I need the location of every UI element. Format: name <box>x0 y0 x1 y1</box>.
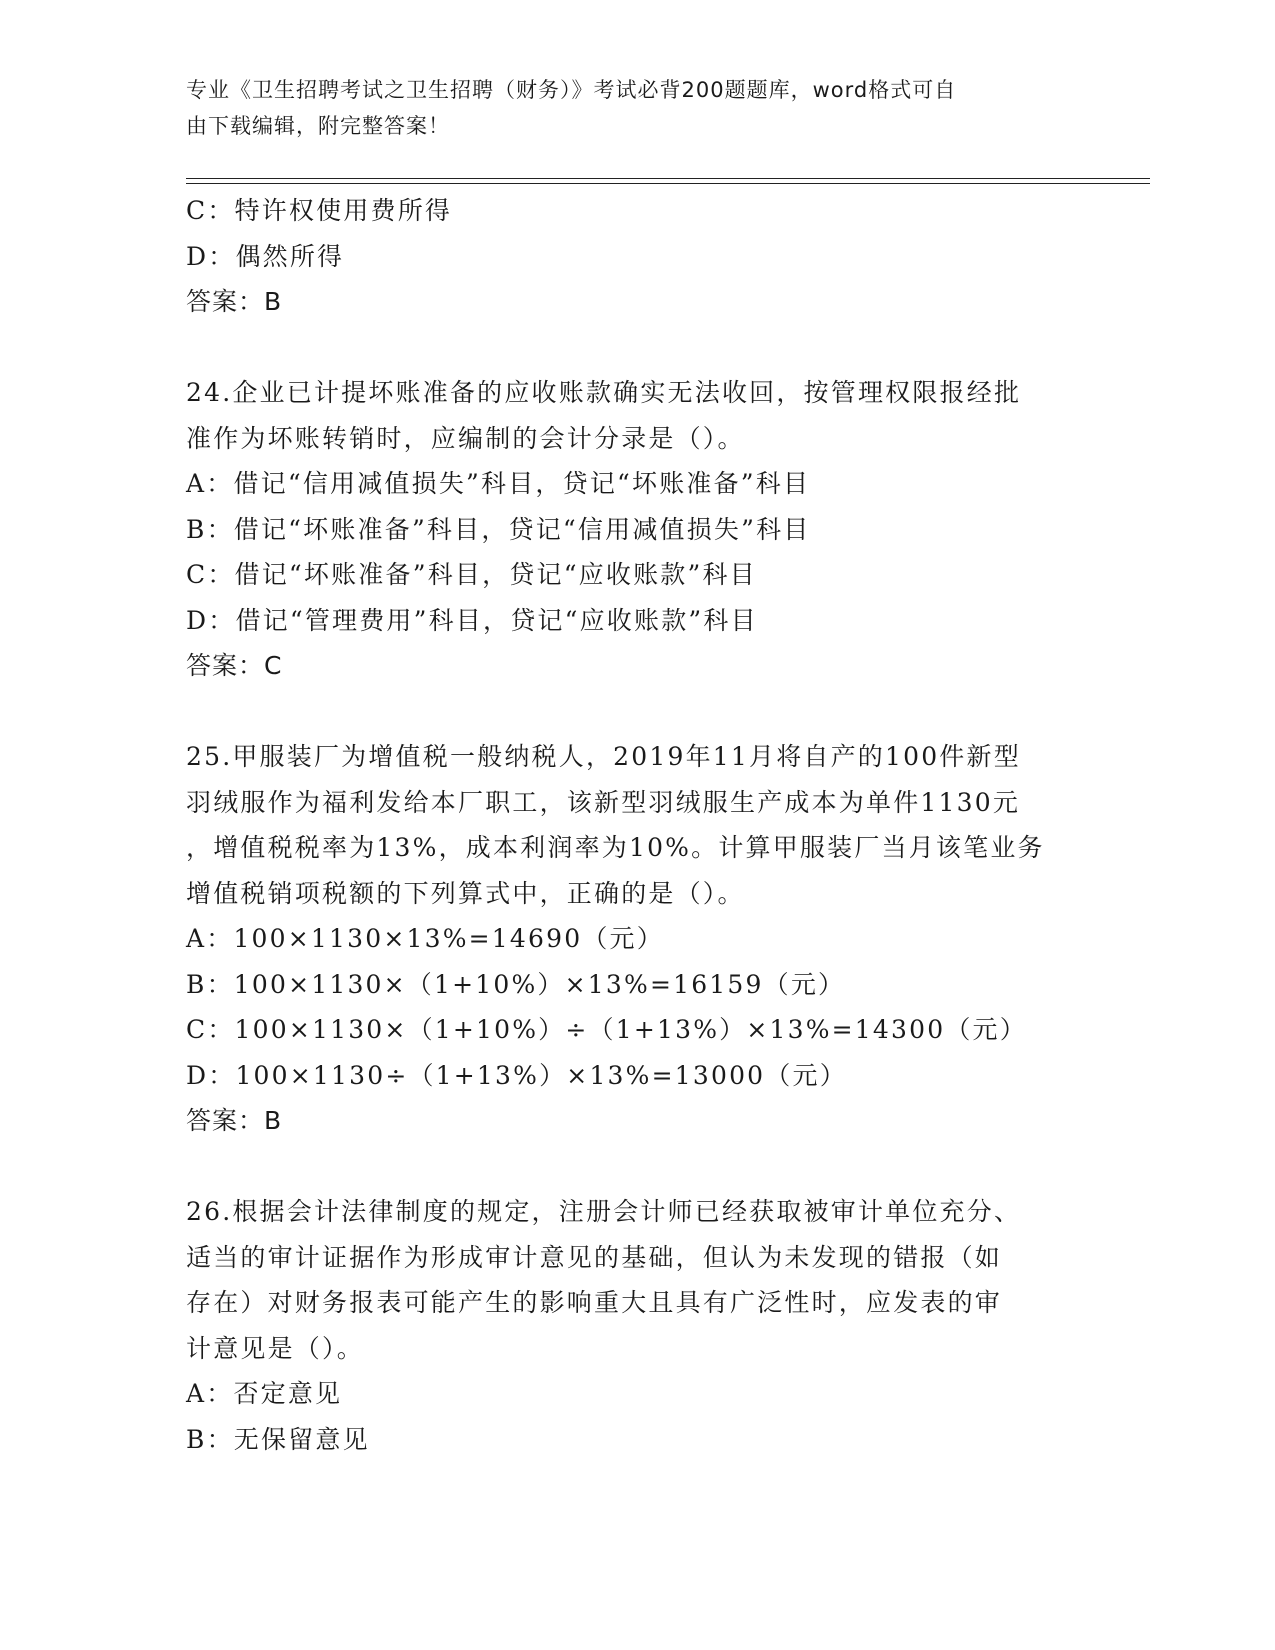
option-b: B：100×1130×（1+10%）×13%=16159（元） <box>186 969 846 999</box>
question-24 <box>186 370 1076 689</box>
option-a: A：借记“信用减值损失”科目，贷记“坏账准备”科目 <box>186 469 811 498</box>
question-text-line: 24.企业已计提坏账准备的应收账款确实无法收回，按管理权限报经批 <box>186 378 1022 407</box>
spacer <box>186 325 1076 371</box>
option-c: C：借记“坏账准备”科目，贷记“应收账款”科目 <box>186 560 757 589</box>
header-divider-top <box>186 178 1150 179</box>
question-26 <box>186 1189 1076 1462</box>
header-title-line-1: 专业《卫生招聘考试之卫生招聘（财务）》考试必背200题题库，word格式可自 <box>186 78 957 102</box>
header-title-line-2: 由下载编辑，附完整答案！ <box>186 114 450 138</box>
spacer <box>186 689 1076 735</box>
question-text-line: 增值税销项税额的下列算式中，正确的是（）。 <box>186 878 745 908</box>
option-c: C：特许权使用费所得 <box>186 196 453 225</box>
question-25 <box>186 734 1076 1144</box>
question-text-line: 25.甲服装厂为增值税一般纳税人，2019年11月将自产的100件新型 <box>186 742 1021 771</box>
answer-line: 答案：B <box>186 1106 283 1135</box>
option-a: A：否定意见 <box>186 1379 343 1408</box>
question-text-line: 计意见是（）。 <box>186 1333 364 1363</box>
answer-line: 答案：B <box>186 287 283 316</box>
question-text-line: 存在）对财务报表可能产生的影响重大且具有广泛性时，应发表的审 <box>186 1288 1003 1317</box>
question-23-tail <box>186 188 1076 325</box>
option-b: B：无保留意见 <box>186 1424 370 1454</box>
option-a: A：100×1130×13%=14690（元） <box>186 924 664 953</box>
question-text-line: 准作为坏账转销时，应编制的会计分录是（）。 <box>186 423 745 453</box>
option-d: D：偶然所得 <box>186 241 345 271</box>
spacer <box>186 1144 1076 1190</box>
question-text-line: 适当的审计证据作为形成审计意见的基础，但认为未发现的错报（如 <box>186 1242 1003 1272</box>
option-c: C：100×1130×（1+10%）÷（1+13%）×13%=14300（元） <box>186 1015 1027 1044</box>
option-d: D：借记“管理费用”科目，贷记“应收账款”科目 <box>186 605 758 635</box>
answer-line: 答案：C <box>186 651 283 680</box>
document-body <box>186 188 1076 1462</box>
question-text-line: 羽绒服作为福利发给本厂职工，该新型羽绒服生产成本为单件1130元 <box>186 787 1021 817</box>
option-d: D：100×1130÷（1+13%）×13%=13000（元） <box>186 1060 847 1090</box>
question-text-line: 26.根据会计法律制度的规定，注册会计师已经获取被审计单位充分、 <box>186 1197 1022 1226</box>
header-divider-bottom <box>186 183 1150 184</box>
document-header <box>186 72 1066 144</box>
option-b: B：借记“坏账准备”科目，贷记“信用减值损失”科目 <box>186 514 811 544</box>
question-text-line: ，增值税税率为13%，成本利润率为10%。计算甲服装厂当月该笔业务 <box>186 833 1045 862</box>
